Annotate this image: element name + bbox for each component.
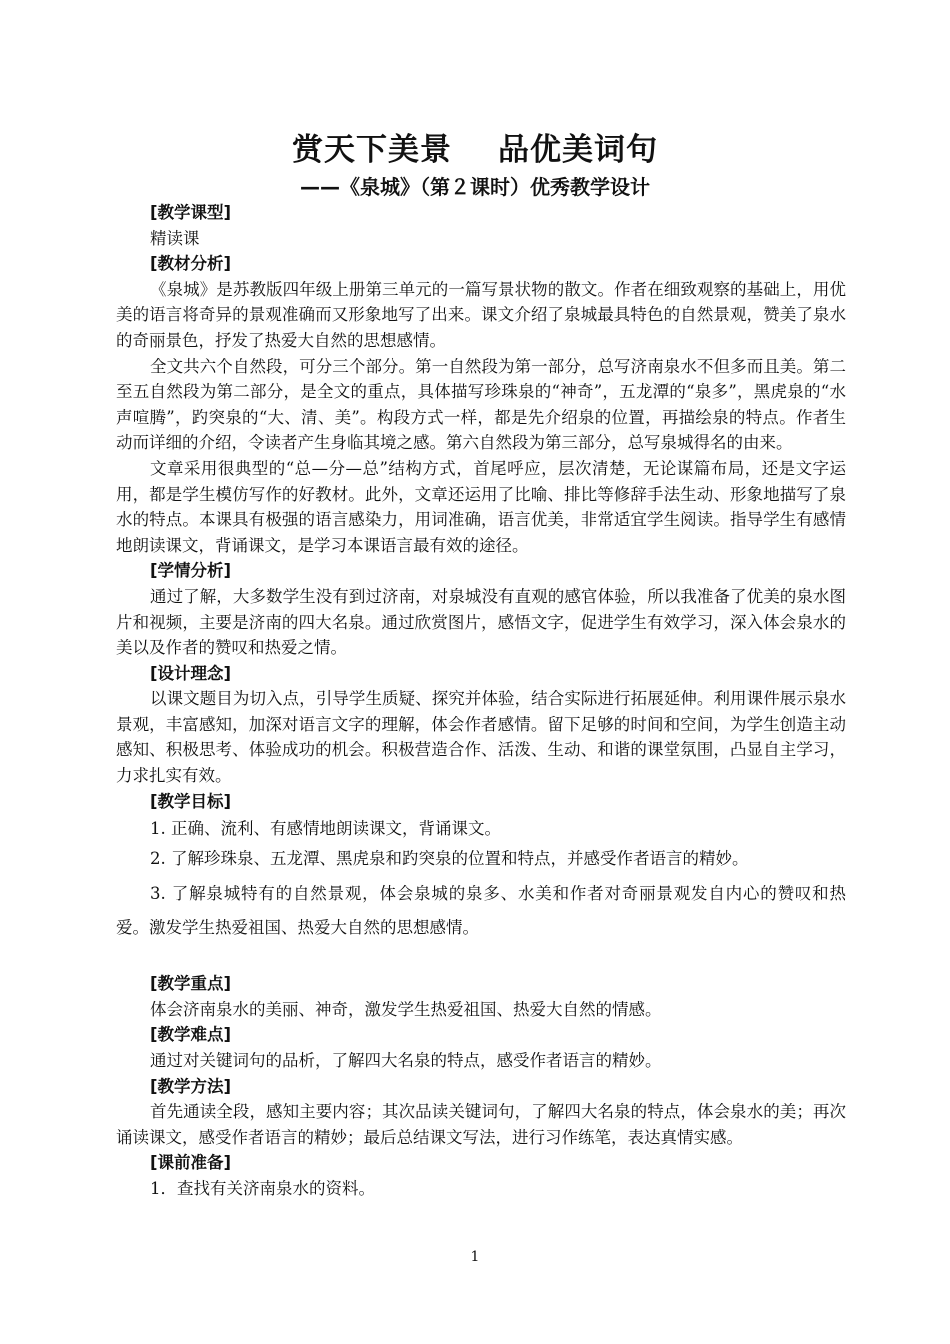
paragraph: 体会济南泉水的美丽、神奇，激发学生热爱祖国、热爱大自然的情感。 <box>150 999 662 1019</box>
heading-material-analysis: [教材分析] <box>150 254 232 274</box>
document-title <box>0 128 950 172</box>
heading-learner-analysis: [学情分析] <box>150 561 232 581</box>
paragraph: 文章采用很典型的“总—分—总”结构方式，首尾呼应，层次清楚，无论谋篇布局，还是文字运用，都是学生模仿写作的好教材。此外，文章还运用了比喻、排比等修辞手法生动、形象地描写了泉水的特点。本课具有极强的语言感染力，用词准确，语言优美，非常适宜学生阅读。指导学生有感情地朗读课文，背诵课文，是学习本课语言最有效的途径。 <box>116 458 846 555</box>
spacer <box>116 945 846 971</box>
page-number: 1 <box>470 1249 480 1265</box>
heading-difficulties: [教学难点] <box>150 1025 232 1045</box>
heading-methods: [教学方法] <box>150 1076 232 1096</box>
heading-goals: [教学目标] <box>150 791 232 811</box>
paragraph: 通过对关键词句的品析，了解四大名泉的特点，感受作者语言的精妙。 <box>150 1051 662 1071</box>
course-type-text: 精读课 <box>150 228 200 248</box>
heading-key-points: [教学重点] <box>150 974 232 994</box>
paragraph: 通过了解，大多数学生没有到过济南，对泉城没有直观的感官体验，所以我准备了优美的泉水图片和视频，主要是济南的四大名泉。通过欣赏图片，感悟文字，促进学生有效学习，深入体会泉水的美以及作者的赞叹和热爱之情。 <box>116 586 846 658</box>
document-subtitle: ——《泉城》（第２课时）优秀教学设计 <box>300 175 650 199</box>
title-part2: 品优美词句 <box>498 132 658 168</box>
paragraph: 首先通读全段，感知主要内容；其次品读关键词句，了解四大名泉的特点，体会泉水的美；再次诵读课文，感受作者语言的精妙；最后总结课文写法，进行习作练笔，表达真情实感。 <box>116 1102 846 1147</box>
heading-course-type: [教学课型] <box>150 203 232 222</box>
paragraph: 全文共六个自然段，可分三个部分。第一自然段为第一部分，总写济南泉水不但多而且美。第二至五自然段为第二部分，是全文的重点，具体描写珍珠泉的“神奇”，五龙潭的“泉多”，黑虎泉的“水声喧腾”，趵突泉的“大、清、美”。构段方式一样，都是先介绍泉的位置，再描绘泉的特点。作者生动而详细的介绍，令读者产生身临其境之感。第六自然段为第三部分，总写泉城得名的由来。 <box>116 356 846 453</box>
paragraph: 以课文题目为切入点，引导学生质疑、探究并体验，结合实际进行拓展延伸。利用课件展示泉水景观，丰富感知，加深对语言文字的理解，体会作者感情。留下足够的时间和空间，为学生创造主动感知、积极思考、体验成功的机会。积极营造合作、活泼、生动、和谐的课堂氛围，凸显自主学习，力求扎实有效。 <box>116 689 846 786</box>
goal-item: 3. 了解泉城特有的自然景观，体会泉城的泉多、水美和作者对奇丽景观发自内心的赞叹和热爱。激发学生热爱祖国、热爱大自然的思想感情。 <box>116 884 846 938</box>
goal-item: 1. 正确、流利、有感情地朗读课文，背诵课文。 <box>150 819 501 839</box>
paragraph: 《泉城》是苏教版四年级上册第三单元的一篇写景状物的散文。作者在细致观察的基础上，用优美的语言将奇异的景观准确而又形象地写了出来。课文介绍了泉城最具特色的自然景观，赞美了泉水的奇丽景色，抒发了热爱大自然的思想感情。 <box>116 279 846 350</box>
preparation-item: 1．查找有关济南泉水的资料。 <box>150 1179 375 1198</box>
document-body <box>116 200 846 1202</box>
heading-preparation: [课前准备] <box>150 1153 232 1173</box>
title-part1: 赏天下美景 <box>292 132 452 168</box>
heading-design-concept: [设计理念] <box>150 663 232 683</box>
goal-item: 2. 了解珍珠泉、五龙潭、黑虎泉和趵突泉的位置和特点，并感受作者语言的精妙。 <box>150 849 749 869</box>
